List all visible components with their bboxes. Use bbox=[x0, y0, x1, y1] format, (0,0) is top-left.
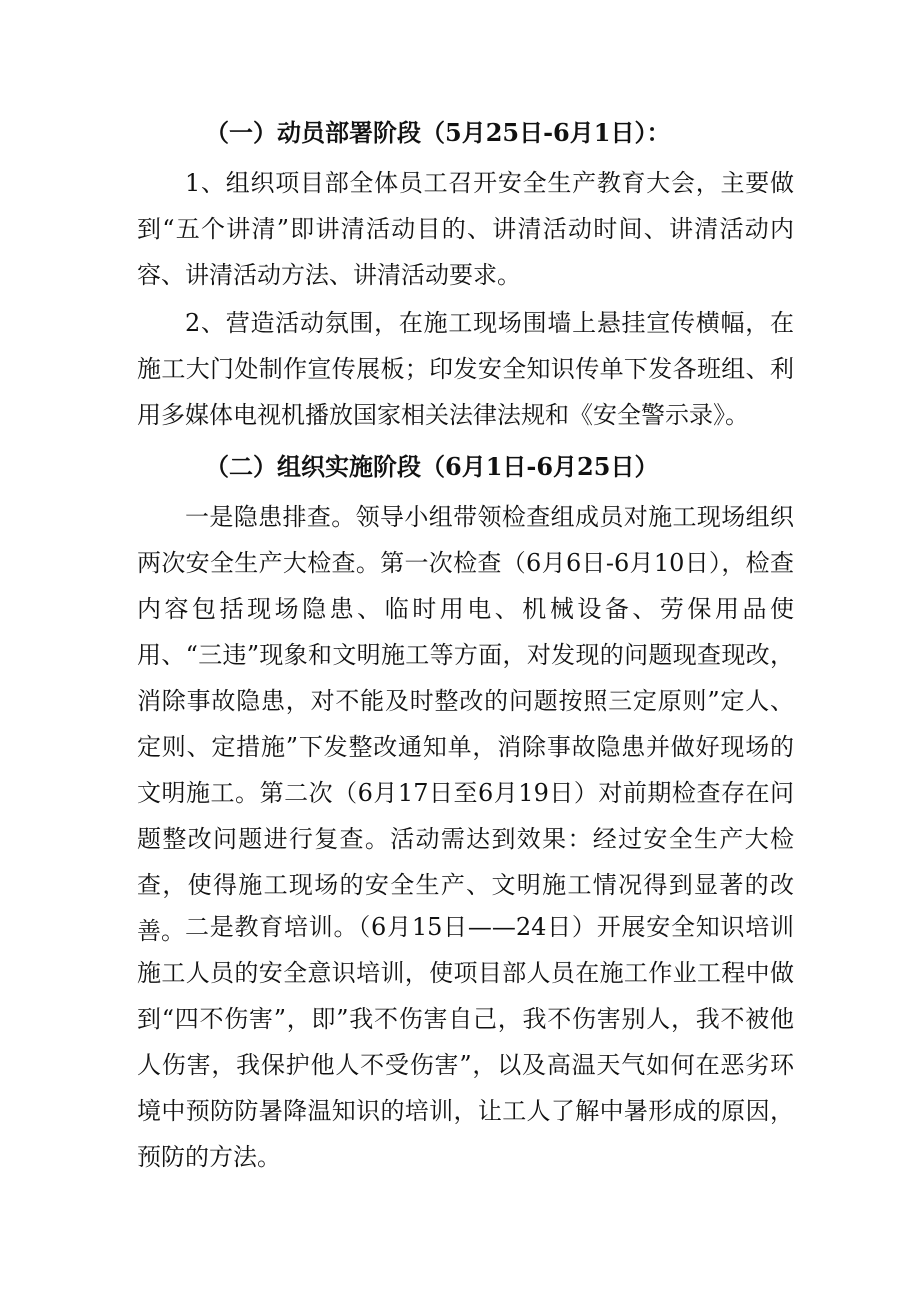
paragraph-safety-meeting: 1、组织项目部全体员工召开安全生产教育大会，主要做到“五个讲清”即讲清活动目的、讲清活动时间、讲清活动内容、讲清活动方法、讲清活动要求。 bbox=[137, 169, 794, 289]
section-heading-implementation: （二）组织实施阶段（6月1日-6月25日） bbox=[205, 452, 659, 481]
paragraph-hazard-inspection: 一是隐患排查。领导小组带领检查组成员对施工现场组织两次安全生产大检查。第一次检查（6月6日-6月10日），检查内容包括现场隐患、临时用电、机械设备、劳保用品使用、“三违”现象和文明施工等方面，对发现的问题现查现改，消除事故隐患，对不能及时整改的问题按照三定原则”定人、定则、定措施”下发整改通知单，消除事故隐患并做好现场的文明施工。第二次（6月17日至6月19日）对前期检查存在问题整改问题进行复查。活动需达到效果：经过安全生产大检查，使得施工现场的安全生产、文明施工情况得到显著的改善。 bbox=[137, 503, 794, 945]
paragraph-activity-atmosphere: 2、营造活动氛围，在施工现场围墙上悬挂宣传横幅，在施工大门处制作宣传展板；印发安全知识传单下发各班组、利用多媒体电视机播放国家相关法律法规和《安全警示录》。 bbox=[137, 309, 794, 429]
section-heading-mobilization: （一）动员部署阶段（5月25日-6月1日）： bbox=[205, 118, 671, 147]
paragraph-education-training: 二是教育培训。（6月15日——24日）开展安全知识培训施工人员的安全意识培训，使项目部人员在施工作业工程中做到“四不伤害”，即”我不伤害自己，我不伤害别人，我不被他人伤害，我保护他人不受伤害”，以及高温天气如何在恶劣环境中预防防暑降温知识的培训，让工人了解中暑形成的原因，预防的方法。 bbox=[137, 913, 794, 1171]
